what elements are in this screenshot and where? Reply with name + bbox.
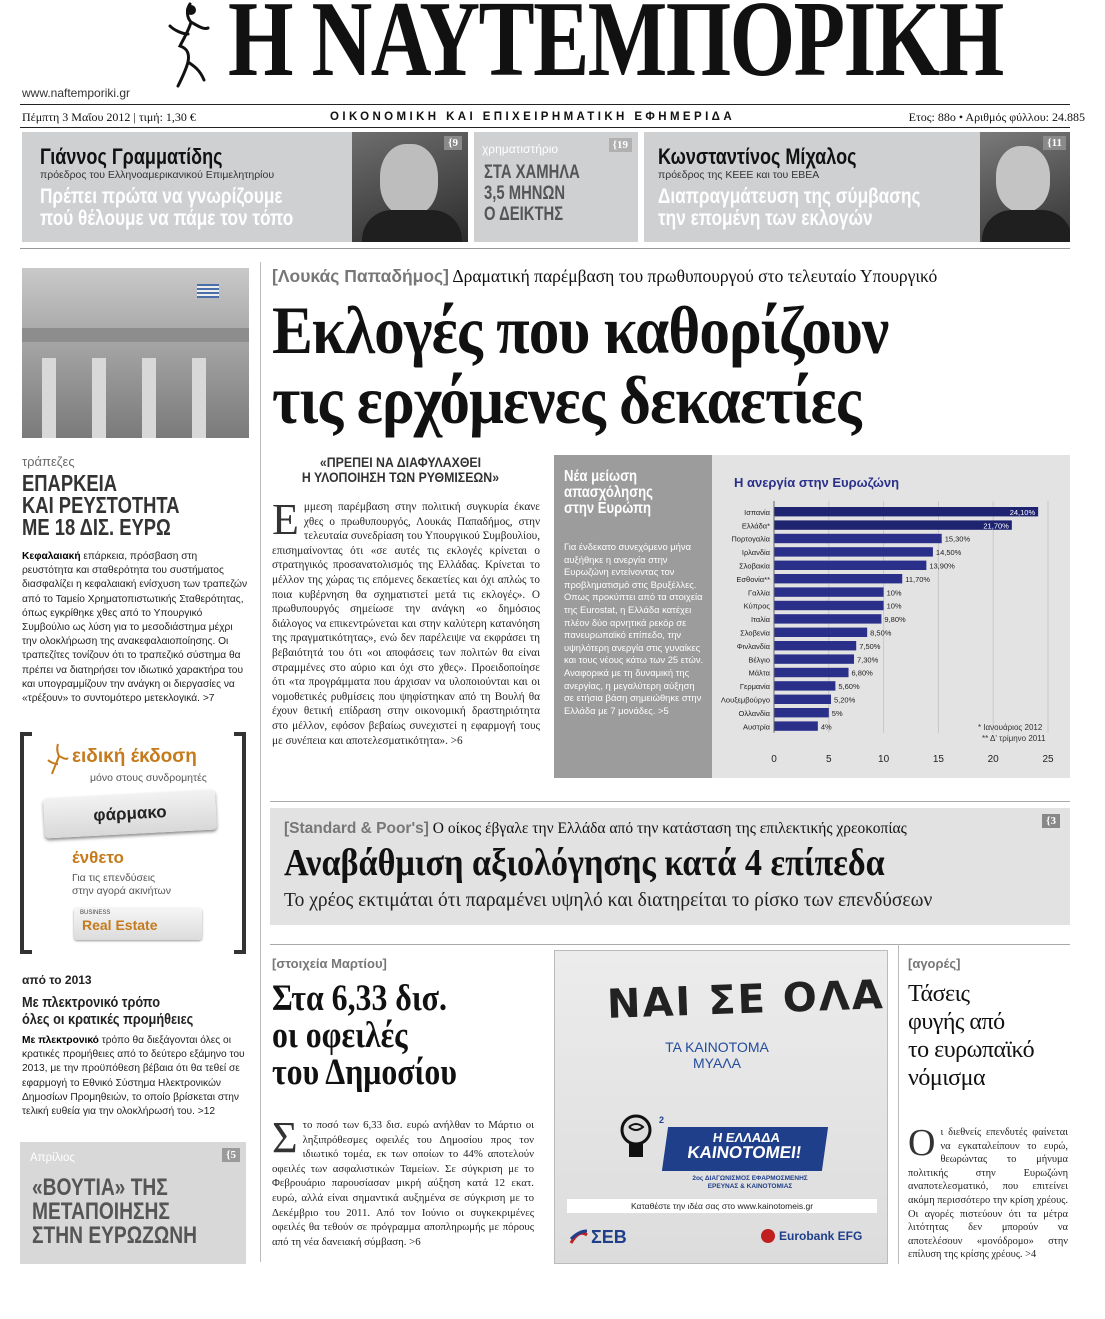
promo-quote-line: την επομένη των εκλογών (658, 207, 873, 230)
ad-subline: ΜΥΑΛΑ (693, 1055, 741, 1071)
promo-stock-market[interactable] (474, 132, 638, 242)
ad-banner-line: ΕΡΕΥΝΑΣ & ΚΑΙΝΟΤΟΜΙΑΣ (707, 1183, 793, 1190)
chart-note: ** Δ' τρίμηνο 2011 (982, 734, 1046, 743)
masthead-rule (20, 104, 1070, 105)
promo-michalos[interactable] (644, 132, 1070, 242)
page-ref: {5 (222, 1148, 240, 1162)
headline-line: όλες οι κρατικές προμήθειες (22, 1011, 194, 1028)
markets-body (908, 1122, 1068, 1262)
ad-subline: ΤΑ ΚΑΙΝΟΤΟΜΑ (665, 1039, 769, 1055)
march-body (272, 1113, 534, 1249)
dateline-rule (20, 127, 1070, 128)
section-kicker: τράπεζες (22, 454, 75, 469)
bar (774, 614, 881, 623)
promo-grammatidis[interactable] (22, 132, 468, 242)
seb-logo (569, 1225, 639, 1251)
value-label: 5% (831, 708, 843, 718)
article-text: ι διεθνείς επενδυτές φαίνεται να εγκαταλείπουν το ευρώ, θεωρώντας το μήνυμα πολιτικής στην Ευρωζώνη αναποτελεσματικό, που επιτείνει ακόμη περισσότερο την κρίση χρέους. Οι αγορές πιστεύουν ότι τα μέτρα λιτότητας δεν μπορούν να αποτελέσουν «μονόδρομο» στην επίλυση της κρίσης χρέους. >4 (908, 1127, 1068, 1261)
category-label: Ιταλία (750, 615, 770, 625)
sp-subheadline: Το χρέος εκτιμάται ότι παραμένει υψηλό και διατηρείται το ρίσκο των επενδύσεων (284, 890, 933, 911)
promo-rule (20, 248, 1070, 249)
bar (774, 587, 884, 596)
ad-banner-line: 2ος ΔΙΑΓΩΝΙΣΜΟΣ ΕΦΑΡΜΟΣΜΕΝΗΣ (692, 1175, 808, 1182)
seb-logo-icon (569, 1229, 589, 1245)
insert-desc-line: Για τις επενδύσεις (72, 872, 156, 884)
value-label: 10% (886, 601, 902, 611)
bar (774, 681, 835, 690)
headline-line: «ΒΟΥΤΙΑ» ΤΗΣ (32, 1174, 168, 1201)
category-label: Εσθονία** (736, 574, 770, 584)
headline-line: φυγής από (908, 1009, 1005, 1035)
value-label: 5,60% (838, 682, 860, 692)
section-rule (270, 801, 1070, 802)
x-tick-label: 10 (878, 754, 890, 765)
site-url[interactable]: www.naftemporiki.gr (22, 86, 131, 100)
seb-logo-text: ΣΕΒ (591, 1227, 627, 1247)
value-label: 7,50% (859, 641, 881, 651)
special-edition-box[interactable] (20, 732, 246, 954)
promo-quote-line: πού θέλουμε να πάμε τον τόπο (40, 207, 294, 230)
bar (774, 547, 933, 556)
category-label: Αυστρία (743, 722, 770, 732)
pharma-tab-label: φάρμακο (92, 802, 168, 825)
issue-number: Ετος: 88ο • Αριθμός φύλλου: 24.885 (908, 110, 1085, 124)
innovation-ad[interactable] (554, 950, 888, 1264)
hermes-logo-icon (160, 0, 220, 90)
pull-quote-line: Η ΥΛΟΠΟΙΗΣΗ ΤΩΝ ΡΥΘΜΙΣΕΩΝ» (301, 469, 500, 485)
ad-banner-line: ΚΑΙΝΟΤΟΜΕΙ! (686, 1143, 803, 1162)
april-box[interactable] (20, 1142, 246, 1264)
category-label: Βέλγιο (748, 655, 770, 665)
headline-line: Με πλεκτρονικό τρόπο (22, 994, 160, 1011)
article-text: τρόπο θα διεξάγονται όλες οι κρατικές προμήθειες από το δεύτερο εξάμηνο του 2013, με την προϋπόθεση βέβαια ότι θα τεθεί σε εφαρμογή το Εθνικό Σύστημα Ηλεκτρονικών Δημοσίων Προμηθειών, το οποίο βρίσκεται στην τελική ευθεία για την ολοκλήρωσή του. >12 (22, 1035, 245, 1118)
headline-line: ΣΤΗΝ ΕΥΡΩΖΩΝΗ (32, 1222, 197, 1249)
box-kicker: Απρίλιος (30, 1152, 75, 1164)
x-tick-label: 25 (1042, 754, 1054, 765)
bar (774, 641, 856, 650)
headline-line: Τάσεις (908, 981, 970, 1007)
value-label: 8,50% (870, 628, 892, 638)
bar (774, 520, 1012, 529)
lead-headline-line: Εκλογές που καθορίζουν (272, 292, 889, 368)
insert-desc-line: στην αγορά ακινήτων (72, 885, 171, 897)
markets-kicker: [αγορές] (908, 956, 961, 971)
x-tick-label: 0 (771, 754, 777, 765)
chart-title: Η ανεργία στην Ευρωζώνη (734, 475, 900, 490)
bar (774, 561, 926, 570)
sp-box[interactable] (270, 808, 1070, 925)
category-label: Σλοβακία (739, 561, 770, 571)
page-ref: {19 (609, 138, 632, 152)
eurobank-logo (761, 1227, 879, 1249)
procurement-body (22, 1034, 249, 1119)
headline-line: ΕΠΑΡΚΕΙΑ (22, 470, 118, 496)
promo-name: Κωνσταντίνος Μίχαλος (658, 144, 857, 169)
insert-label: ένθετο (72, 848, 124, 867)
headline-line: του Δημοσίου (272, 1052, 457, 1093)
real-estate-logo (74, 908, 202, 940)
category-label: Ισπανία (744, 507, 770, 517)
article-text: επάρκεια, πρόσβαση στη ρευστότητα και σταθερότητα του συστήματος διασφαλίζει η κεφαλαιακή ενίσχυση των τραπεζών από το Ταμείο Χρηματοπιστωτικής Σταθερότητας, όπως εγκρίθηκε χθες από το Υπουργικό Συμβούλιο ως λύση για το μεσοδιάστημα μέχρι την ολοκλήρωση της ανακεφαλαιοποίησης. Οι τραπεζίτες τονίζουν ότι το τραπεζικό σύστημα θα πρέπει να διατηρήσει τον ιδιωτικό χαρακτήρα του και υπογραμμίζουν την ανάγκη οι διεργασίες να «τρέξουν» το συντομότερο μετεκλογικά. >7 (22, 551, 248, 705)
category-label: Ελλάδα* (741, 521, 770, 531)
tagline: ΟΙΚΟΝΟΜΙΚΗ ΚΑΙ ΕΠΙΧΕΙΡΗΜΑΤΙΚΗ ΕΦΗΜΕΡΙΔΑ (330, 111, 736, 123)
special-edition-title: ειδική έκδοση (72, 746, 197, 767)
eurobank-logo-icon (761, 1229, 775, 1243)
special-edition-subtitle: μόνο στους συνδρομητές (90, 772, 207, 784)
kicker-text: Δραματική παρέμβαση του πρωθυπουργού στο τελευταίο Υπουργικό (448, 266, 938, 286)
ad-cta[interactable]: Καταθέστε την ιδέα σας στο www.kainotomeis.gr (567, 1199, 877, 1213)
section-kicker: από το 2013 (22, 973, 92, 987)
dateline: Πέμπτη 3 Μαΐου 2012 | τιμή: 1,30 € (22, 110, 196, 124)
lead-body (272, 495, 540, 748)
column-divider (898, 944, 899, 1264)
bar (774, 695, 831, 704)
sidebar-title-line: στην Ευρώπη (564, 500, 652, 517)
bar (774, 654, 854, 663)
article-text: μμεση παρέμβαση στην πολιτική συγκυρία έκανε χθες ο πρωθυπουργός, Λουκάς Παπαδήμος, στην τελευταία συνεδρίαση του Υπουργικού Συμβουλίου, επισημαίνοντας ότι «σε αυτές τις εκλογές κρίνεται ο στρατηγικός προσανατολισμός της Ελλάδας. Κρίνεται το μέλλον της χώρας τις επόμενες δεκαετίες και όχι απλώς το ποια κυβέρνηση θα σχηματιστεί μετά τις εκλογές». Ο πρωθυπουργός σημείωσε την ανάγκη «ο δημόσιος διάλογος να επικεντρώνεται και στην καλύτερη κατανόηση της πραγματικότητας», ενώ δεν παρέλειψε να εκφράσει τη βεβαιότητά του ότι «οι αποφάσεις των πολιτών θα είναι στραμμένες στο αύριο και όχι στο χθες». Προειδοποίησε ότι «τα προγράμματα που άρχισαν να υλοποιούνται και οι νομοθετικές ρυθμίσεις που ψηφίστηκαν από τη Βουλή θα έχουν θετική επίδραση στην οικονομική δραστηριότητα στο μέλλον, εφόσον βεβαίως συνεχιστεί η εφαρμογή τους με συνέπεια και αποτελεσματικότητα». >6 (272, 501, 540, 747)
category-label: Γαλλία (748, 588, 770, 598)
lead-headline-line: τις ερχόμενες δεκαετίες (272, 362, 861, 438)
eurobank-logo-text: Eurobank EFG (779, 1229, 863, 1243)
promo-name: Γιάννος Γραμματίδης (40, 144, 223, 169)
lead-word: Με πλεκτρονικό (22, 1035, 99, 1046)
category-label: Λουξεμβούργο (720, 695, 770, 705)
value-label: 14,50% (935, 548, 962, 558)
drop-cap: Ε (272, 495, 299, 544)
headline-line: ΚΑΙ ΡΕΥΣΤΟΤΗΤΑ (22, 492, 180, 518)
kicker-bracket: [Standard & Poor's] (284, 820, 429, 837)
headline-line: ΜΕ 18 ΔΙΣ. ΕΥΡΩ (22, 514, 171, 540)
value-label: 4% (820, 722, 832, 732)
value-label: 21,70% (983, 521, 1009, 531)
bar (774, 628, 867, 637)
bar (774, 721, 818, 730)
value-label: 24,10% (1009, 507, 1036, 517)
pharma-tab[interactable] (43, 790, 217, 839)
promo-headline-line: ΣΤΑ ΧΑΜΗΛΑ (484, 162, 580, 183)
ad-banner-sup: 2 (659, 1115, 665, 1125)
column-divider (260, 262, 261, 1262)
x-tick-label: 20 (987, 754, 999, 765)
drop-cap: Ο (908, 1122, 936, 1164)
promo-quote-line: Διαπραγμάτευση της σύμβασης (658, 185, 921, 208)
sidebar-text: Για ένδεκατο συνεχόμενο μήνα αυξήθηκε η ανεργία στην Ευρωζώνη εντείνοντας τον προβληματισμό στις Βρυξέλλες. Οπως προκύπτει από τα στοιχεία της Eurostat, η Ελλάδα κατέχει πλέον δύο αρνητικά ρεκόρ σε πανευρωπαϊκό επίπεδο, την υψηλότερη ανεργία στις γυναίκες και τους νέους κάτω των 25 ετών. Αναφορικά με τη δυναμική της ανεργίας, η μεγαλύτερη αύξηση σε ετήσια βάση σημειώθηκε στην Ελλάδα με 7 μονάδες. >5 (564, 541, 704, 716)
page-ref: {3 (1042, 814, 1060, 828)
promo-headline-line: Ο ΔΕΙΚΤΗΣ (484, 204, 564, 225)
real-estate-logo-small: BUSINESS (80, 910, 111, 916)
page-ref: {9 (444, 136, 462, 150)
promo-headline-line: 3,5 ΜΗΝΩΝ (484, 183, 566, 204)
headline-line: Στα 6,33 δισ. (272, 978, 447, 1019)
value-label: 9,80% (884, 615, 906, 625)
value-label: 13,90% (929, 561, 955, 571)
sidebar-title-line: απασχόλησης (564, 484, 654, 501)
banks-headline (22, 472, 180, 538)
x-tick-label: 5 (826, 754, 832, 765)
value-label: 11,70% (905, 574, 931, 584)
promo-role: πρόεδρος της ΚΕΕΕ και του ΕΒΕΑ (658, 169, 820, 181)
category-label: Κύπρος (743, 601, 770, 611)
drop-cap: Σ (272, 1113, 298, 1162)
category-label: Ιρλανδία (741, 548, 770, 558)
chart-sidebar (554, 455, 712, 778)
bar (774, 668, 849, 677)
promo-kicker: χρηματιστήριο (482, 142, 559, 156)
headline-line: οι οφειλές (272, 1015, 408, 1056)
unemployment-chart (712, 455, 1070, 778)
value-label: 10% (886, 588, 902, 598)
sp-kicker (284, 820, 907, 838)
article-text: το ποσό των 6,33 δισ. ευρώ ανήλθαν το Μάρτιο οι ληξιπρόθεσμες οφειλές του Δημοσίου προς τον ιδιωτικό τομέα, εκ των οποίων το 44% αποτελούν οφειλές των ασφαλιστικών Ταμείων. Σε σύγκριση με το Φεβρουάριο παρουσίασαν μικρή αύξηση κατά 12 εκατ. ευρώ, αλλά είναι σημαντικά αυξημένα σε σύγκριση με το Δεκέμβριο του 2011. Από τον Ιούνιο οι συγκεκριμένες οφειλές θα τεθούν σε πρόγραμμα αποπληρωμής με πόρους από τη νέα δανειακή σύμβαση. >6 (272, 1119, 534, 1248)
bar (774, 574, 902, 583)
sidebar-title-line: Νέα μείωση (564, 468, 638, 485)
march-kicker: [στοιχεία Μαρτίου] (272, 956, 387, 971)
ad-banner (662, 1127, 828, 1171)
chart-note: * Ιανουάριος 2012 (978, 723, 1043, 732)
kicker-bracket: [Λουκάς Παπαδήμος] (272, 266, 449, 286)
headline-line: ΜΕΤΑΠΟΙΗΣΗΣ (32, 1198, 170, 1225)
ad-banner-line: Η ΕΛΛΑΔΑ (711, 1130, 782, 1145)
category-label: Φινλανδία (736, 641, 770, 651)
page-ref: {11 (1043, 136, 1066, 150)
bank-of-greece-photo (22, 268, 249, 438)
promo-role: πρόεδρος του Ελληνοαμερικανικού Επιμελητηρίου (40, 169, 275, 181)
value-label: 15,30% (944, 534, 971, 544)
category-label: Ολλανδία (738, 708, 770, 718)
procurement-headline (22, 994, 193, 1028)
ad-headline: ΝΑΙ ΣΕ ΟΛΑ (606, 972, 886, 1028)
bar (774, 708, 829, 717)
lead-word: Κεφαλαιακή (22, 551, 81, 562)
value-label: 7,30% (857, 655, 879, 665)
x-tick-label: 15 (932, 754, 944, 765)
pull-quote-line: «ΠΡΕΠΕΙ ΝΑ ΔΙΑΦΥΛΑΧΘΕΙ (319, 454, 482, 470)
category-label: Πορτογαλία (731, 534, 770, 544)
headline-line: το ευρωπαϊκό (908, 1037, 1035, 1063)
kicker-text: Ο οίκος έβγαλε την Ελλάδα από την κατάσταση της επιλεκτικής χρεοκοπίας (428, 820, 907, 837)
lead-kicker (272, 266, 937, 287)
real-estate-logo-text: Real Estate (82, 917, 158, 933)
category-label: Σλοβενία (740, 628, 770, 638)
value-label: 6,80% (851, 668, 873, 678)
value-label: 5,20% (833, 695, 856, 705)
section-rule (270, 944, 1070, 945)
category-label: Μάλτα (748, 668, 770, 678)
hermes-small-icon (46, 742, 70, 782)
lightbulb-icon (619, 1113, 653, 1165)
bar (774, 507, 1038, 516)
masthead-title: Η ΝΑΥΤΕΜΠΟΡΙΚΗ (228, 0, 1003, 99)
bar (774, 601, 884, 610)
headline-line: νόμισμα (908, 1065, 986, 1091)
promo-quote-line: Πρέπει πρώτα να γνωρίζουμε (40, 185, 283, 208)
sp-headline: Αναβάθμιση αξιολόγησης κατά 4 επίπεδα (284, 842, 885, 884)
banks-body (22, 550, 249, 706)
bar (774, 534, 942, 543)
category-label: Γερμανία (739, 682, 770, 692)
